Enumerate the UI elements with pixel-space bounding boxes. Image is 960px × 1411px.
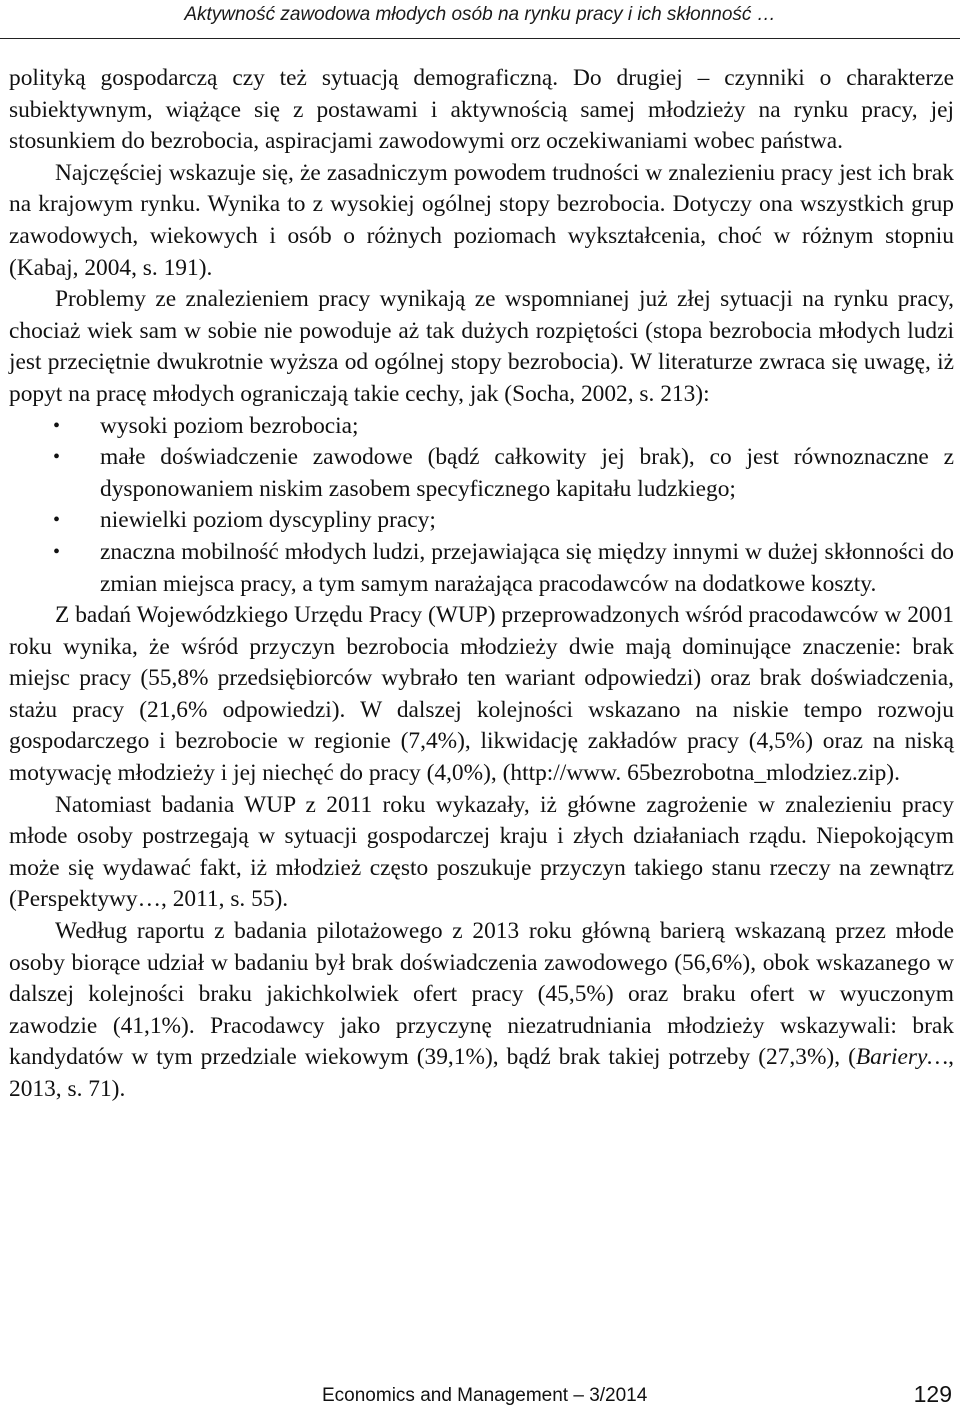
paragraph-text: Według raportu z badania pilotażowego z 2013 roku główną barierą wskazaną przez młode osoby biorące udział w badaniu był brak doświadczenia zawodowego (56,6%), obok wskazanego w dalszej kolejności braku jakichkolwiek ofert pracy (45,5%) oraz braku ofert w wyuczonym zawodzie (41,1%). Pracodawcy jako przyczynę niezatrudniania młodzieży wskazywali: brak kandydatów w tym przedziale wiekowym (39,1%), bądź brak takiej potrzeby (27,3%), (	[9, 918, 954, 1071]
journal-name: Economics and Management – 3/2014	[322, 1385, 648, 1406]
bullet-icon: •	[53, 414, 61, 437]
bullet-item	[9, 537, 954, 600]
bullet-item	[9, 411, 954, 443]
bullet-item	[9, 442, 954, 505]
bullet-text: wysoki poziom bezrobocia;	[100, 412, 359, 439]
article-body	[9, 63, 954, 1106]
paragraph: Problemy ze znalezieniem pracy wynikają ze wspomnianej już złej sytuacji na rynku pracy, chociaż wiek sam w sobie nie powoduje aż tak dużych rozpiętości (stopa bezrobocia młodych ludzi jest przeciętnie dwukrotnie wyższa od ogólnej stopy bezrobocia). W literaturze zwraca się uwagę, iż popyt na pracę młodych ograniczają takie cechy, jak (Socha, 2002, s. 213):	[9, 286, 954, 407]
paragraph	[9, 916, 954, 1106]
paragraph: Natomiast badania WUP z 2011 roku wykazały, iż główne zagrożenie w znalezieniu pracy młode osoby postrzegają w sytuacji gospodarczej kraju i złych działaniach rządu. Niepokojącym może się wydawać fakt, iż młodzież często poszukuje przyczyn takiego stanu rzeczy na zewnątrz (Perspektywy…, 2011, s. 55).	[9, 791, 954, 913]
page-number: 129	[913, 1381, 952, 1407]
bullet-text: małe doświadczenie zawodowe (bądź całkowity jej brak), co jest równoznaczne z dysponowaniem niskim zasobem specyficznego kapitału ludzkiego;	[100, 444, 954, 502]
paragraph-text: , 2013, s. 71).	[9, 1044, 954, 1102]
bullet-list	[9, 411, 954, 601]
paragraph-continuation: polityką gospodarczą czy też sytuacją demograficzną. Do drugiej – czynniki o charakterze subiektywnym, wiążące się z postawami i aktywnością samej młodzieży na rynku pracy, jej stosunkiem do bezrobocia, aspiracjami zawodowymi orz oczekiwaniami wobec państwa.	[9, 65, 954, 155]
bullet-text: niewielki poziom dyscypliny pracy;	[100, 507, 436, 534]
running-header	[0, 0, 960, 39]
bullet-item	[9, 505, 954, 537]
page-footer	[0, 1381, 960, 1411]
bullet-icon: •	[53, 446, 61, 469]
bullet-text: znaczna mobilność młodych ludzi, przejawiająca się między innymi w dużej skłonności do zmian miejsca pracy, a tym samym narażająca pracodawców na dodatkowe koszty.	[100, 538, 954, 597]
bullet-icon: •	[53, 540, 61, 563]
paragraph: Z badań Wojewódzkiego Urzędu Pracy (WUP) przeprowadzonych wśród pracodawców w 2001 roku wynika, że wśród przyczyn bezrobocia młodzieży dwie mają dominujące znaczenie: brak miejsc pracy (55,8% przedsiębiorców wybrało ten wariant odpowiedzi) oraz brak doświadczenia, stażu pracy (21,6% odpowiedzi). W dalszej kolejności wskazano na niskie tempo rozwoju gospodarczego i bezrobocie w regionie (7,4%), likwidację zakładów pracy (4,5%) oraz na niską motywację młodzieży i jej niechęć do pracy (4,0%), (http://www. 65bezrobotna_mlodziez.zip).	[9, 602, 954, 787]
citation-italic: Bariery…	[855, 1044, 949, 1071]
bullet-icon: •	[53, 509, 61, 532]
running-title: Aktywność zawodowa młodych osób na rynku pracy i ich skłonność …	[184, 4, 776, 25]
paragraph: Najczęściej wskazuje się, że zasadniczym powodem trudności w znalezieniu pracy jest ich brak na krajowym rynku. Wynika to z wysokiej ogólnej stopy bezrobocia. Dotyczy ona wszystkich grup zawodowych, wiekowych i osób o różnych poziomach wykształcenia, choć w różnym stopniu (Kabaj, 2004, s. 191).	[9, 159, 954, 281]
